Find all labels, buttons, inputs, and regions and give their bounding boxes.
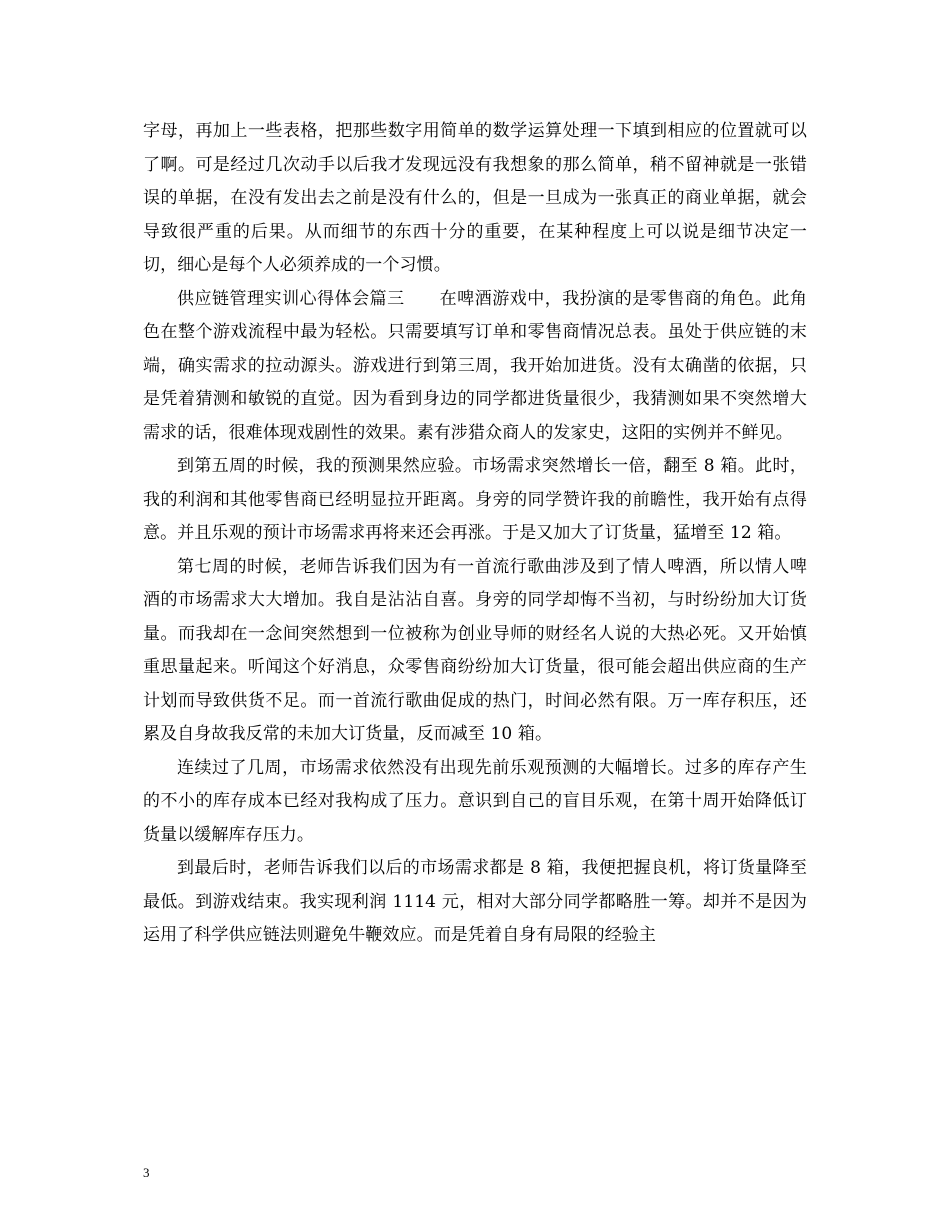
paragraph-4: 第七周的时候，老师告诉我们因为有一首流行歌曲涉及到了情人啤酒，所以情人啤酒的市场需求大大增加。我自是沾沾自喜。身旁的同学却悔不当初，与时纷纷加大订货量。而我却在一念间突然想到一位被称为创业导师的财经名人说的大热必死。又开始慎重思量起来。听闻这个好消息，众零售商纷纷加大订货量，很可能会超出供应商的生产计划而导致供货不足。而一首流行歌曲促成的热门，时间必然有限。万一库存积压，还累及自身故我反常的未加大订货量，反而减至 10 箱。 (143, 556, 807, 744)
paragraph-3: 到第五周的时候，我的预测果然应验。市场需求突然增长一倍，翻至 8 箱。此时，我的利润和其他零售商已经明显拉开距离。身旁的同学赞许我的前瞻性，我开始有点得意。并且乐观的预计市场需求再将来还会再涨。于是又加大了订货量，猛增至 12 箱。 (143, 456, 807, 543)
document-body (143, 115, 807, 953)
paragraph-1: 字母，再加上一些表格，把那些数字用简单的数学运算处理一下填到相应的位置就可以了啊。可是经过几次动手以后我才发现远没有我想象的那么简单，稍不留神就是一张错误的单据，在没有发出去之前是没有什么的，但是一旦成为一张真正的商业单据，就会导致很严重的后果。从而细节的东西十分的重要，在某种程度上可以说是细节决定一切，细心是每个人必须养成的一个习惯。 (143, 121, 807, 275)
page-number: 3 (143, 1165, 150, 1180)
paragraph-2: 供应链管理实训心得体会篇三 在啤酒游戏中，我扮演的是零售商的角色。此角色在整个游戏流程中最为轻松。只需要填写订单和零售商情况总表。虽处于供应链的末端，确实需求的拉动源头。游戏进行到第三周，我开始加进货。没有太确凿的依据，只是凭着猜测和敏锐的直觉。因为看到身边的同学都进货量很少，我猜测如果不突然增大需求的话，很难体现戏剧性的效果。素有涉猎众商人的发家史，这阳的实例并不鲜见。 (143, 288, 807, 443)
paragraph-5: 连续过了几周，市场需求依然没有出现先前乐观预测的大幅增长。过多的库存产生的不小的库存成本已经对我构成了压力。意识到自己的盲目乐观，在第十周开始降低订货量以缓解库存压力。 (143, 757, 807, 845)
paragraph-6: 到最后时，老师告诉我们以后的市场需求都是 8 箱，我便把握良机，将订货量降至最低。到游戏结束。我实现利润 1114 元，相对大部分同学都略胜一筹。却并不是因为运用了科学供应链法则避免牛鞭效应。而是凭着自身有局限的经验主 (143, 858, 807, 945)
